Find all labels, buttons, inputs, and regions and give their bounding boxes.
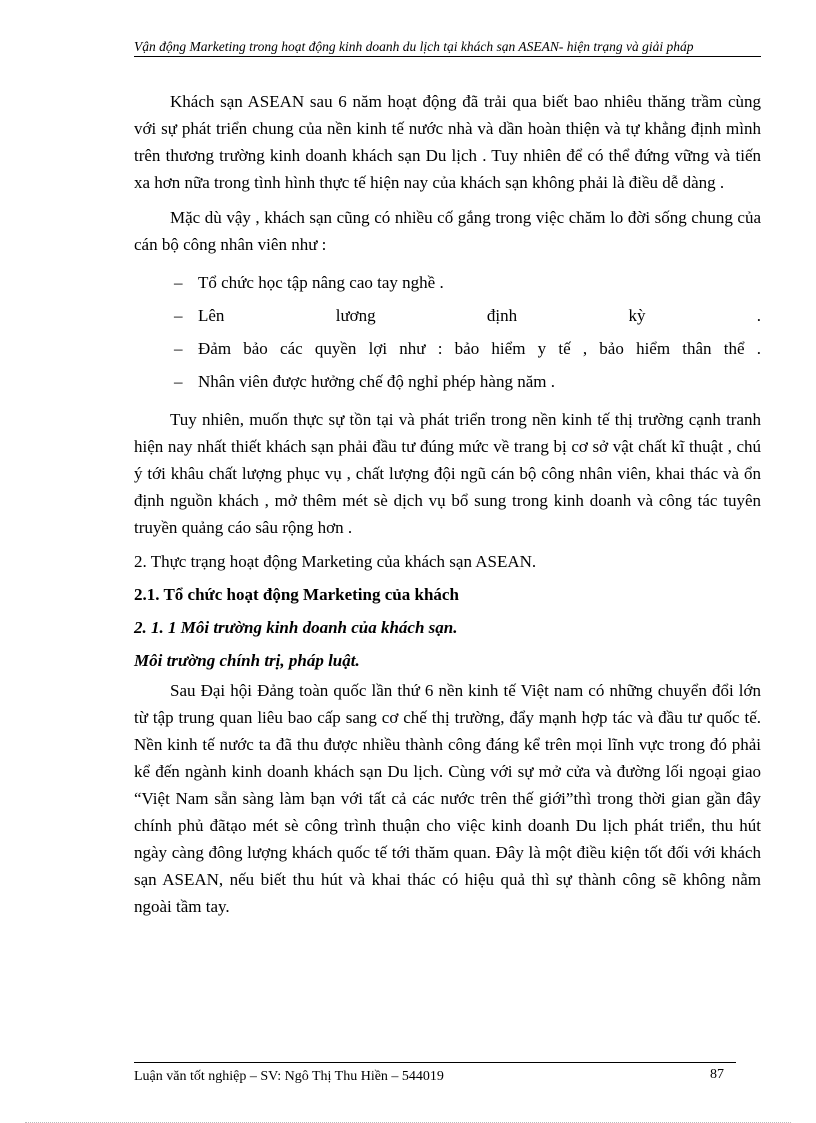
dash-marker: –	[174, 372, 183, 391]
dash-marker: –	[174, 273, 183, 292]
page-body	[134, 88, 761, 920]
page-number: 87	[710, 1067, 724, 1082]
list-item	[134, 332, 761, 365]
however-paragraph: Tuy nhiên, muốn thực sự tồn tại và phát triển trong nền kinh tế thị trường cạnh tranh hiện nay nhất thiết khách sạn phải đầu tư đúng mức về trang bị cơ sở vật chất kĩ thuật , chú ý tới khâu chất lượng phục vụ , chất lượng đội ngũ cán bộ công nhân viên, khai thác và ổn định nguồn khách , mở thêm mét sè dịch vụ bổ sung trong kinh doanh và công tác tuyên truyền quảng cáo sâu rộng hơn .	[134, 410, 761, 537]
list-item-text: Đảm bảo các quyền lợi như : bảo hiểm y tế , bảo hiểm thân thể .	[198, 339, 761, 358]
dash-marker: –	[174, 339, 183, 358]
section-heading: 2. Thực trạng hoạt động Marketing của khách sạn ASEAN.	[134, 552, 537, 571]
dash-marker: –	[174, 306, 183, 325]
subsection-heading: 2.1. Tổ chức hoạt động Marketing của khách	[134, 585, 459, 604]
header-title: Vận động Marketing trong hoạt động kinh doanh du lịch tại khách sạn ASEAN- hiện trạng và giải pháp	[134, 39, 694, 54]
list-item	[134, 365, 761, 398]
list-item-text: Lên lương định kỳ .	[198, 306, 761, 325]
list-item	[134, 266, 761, 299]
running-header	[134, 38, 761, 57]
benefits-list	[134, 266, 761, 398]
list-item-text: Nhân viên được hưởng chế độ nghỉ phép hàng năm .	[198, 372, 555, 391]
page-footer	[134, 1068, 736, 1086]
list-item-text: Tổ chức học tập nâng cao tay nghề .	[198, 273, 444, 292]
subsubsection-heading: 2. 1. 1 Môi trường kinh doanh của khách sạn.	[134, 618, 458, 637]
intro-paragraph: Khách sạn ASEAN sau 6 năm hoạt động đã trải qua biết bao nhiêu thăng trầm cùng với sự phát triển chung của nền kinh tế nước nhà và dần hoàn thiện và tự khẳng định mình trên thương trường kinh doanh khách sạn Du lịch . Tuy nhiên để có thể đứng vững và tiến xa hơn nữa trong tình hình thực tế hiện nay của khách sạn không phải là điều dễ dàng .	[134, 92, 761, 192]
list-item	[134, 299, 761, 332]
footer-text: Luận văn tốt nghiệp – SV: Ngô Thị Thu Hiền – 544019	[134, 1069, 444, 1084]
political-paragraph: Sau Đại hội Đảng toàn quốc lần thứ 6 nền kinh tế Việt nam có những chuyển đổi lớn từ tập trung quan liêu bao cấp sang cơ chế thị trường, đẩy mạnh hợp tác và đầu tư quốc tế. Nền kinh tế nước ta đã thu được nhiều thành công đáng kể trên mọi lĩnh vực trong đó phải kể đến ngành kinh doanh khách sạn Du lịch. Cùng với sự mở cửa và đường lối ngoại giao “Việt Nam sẵn sàng làm bạn với tất cả các nước trên thế giới”thì trong thời gian gần đây chính phủ đãtạo mét sè công trình thuận cho việc kinh doanh Du lịch phát triển, thu hút ngày càng đông lượng khách quốc tế tới thăm quan. Đây là một điều kiện tốt đối với khách sạn ASEAN, nếu biết thu hút và khai thác có hiệu quả thì sự thành công sẽ không nằm ngoài tầm tay.	[134, 681, 761, 916]
footer-divider	[134, 1062, 736, 1063]
effort-paragraph: Mặc dù vậy , khách sạn cũng có nhiều cố gắng trong việc chăm lo đời sống chung của cán bộ công nhân viên như :	[134, 208, 761, 254]
topic-heading: Môi trường chính trị, pháp luật.	[134, 651, 360, 670]
